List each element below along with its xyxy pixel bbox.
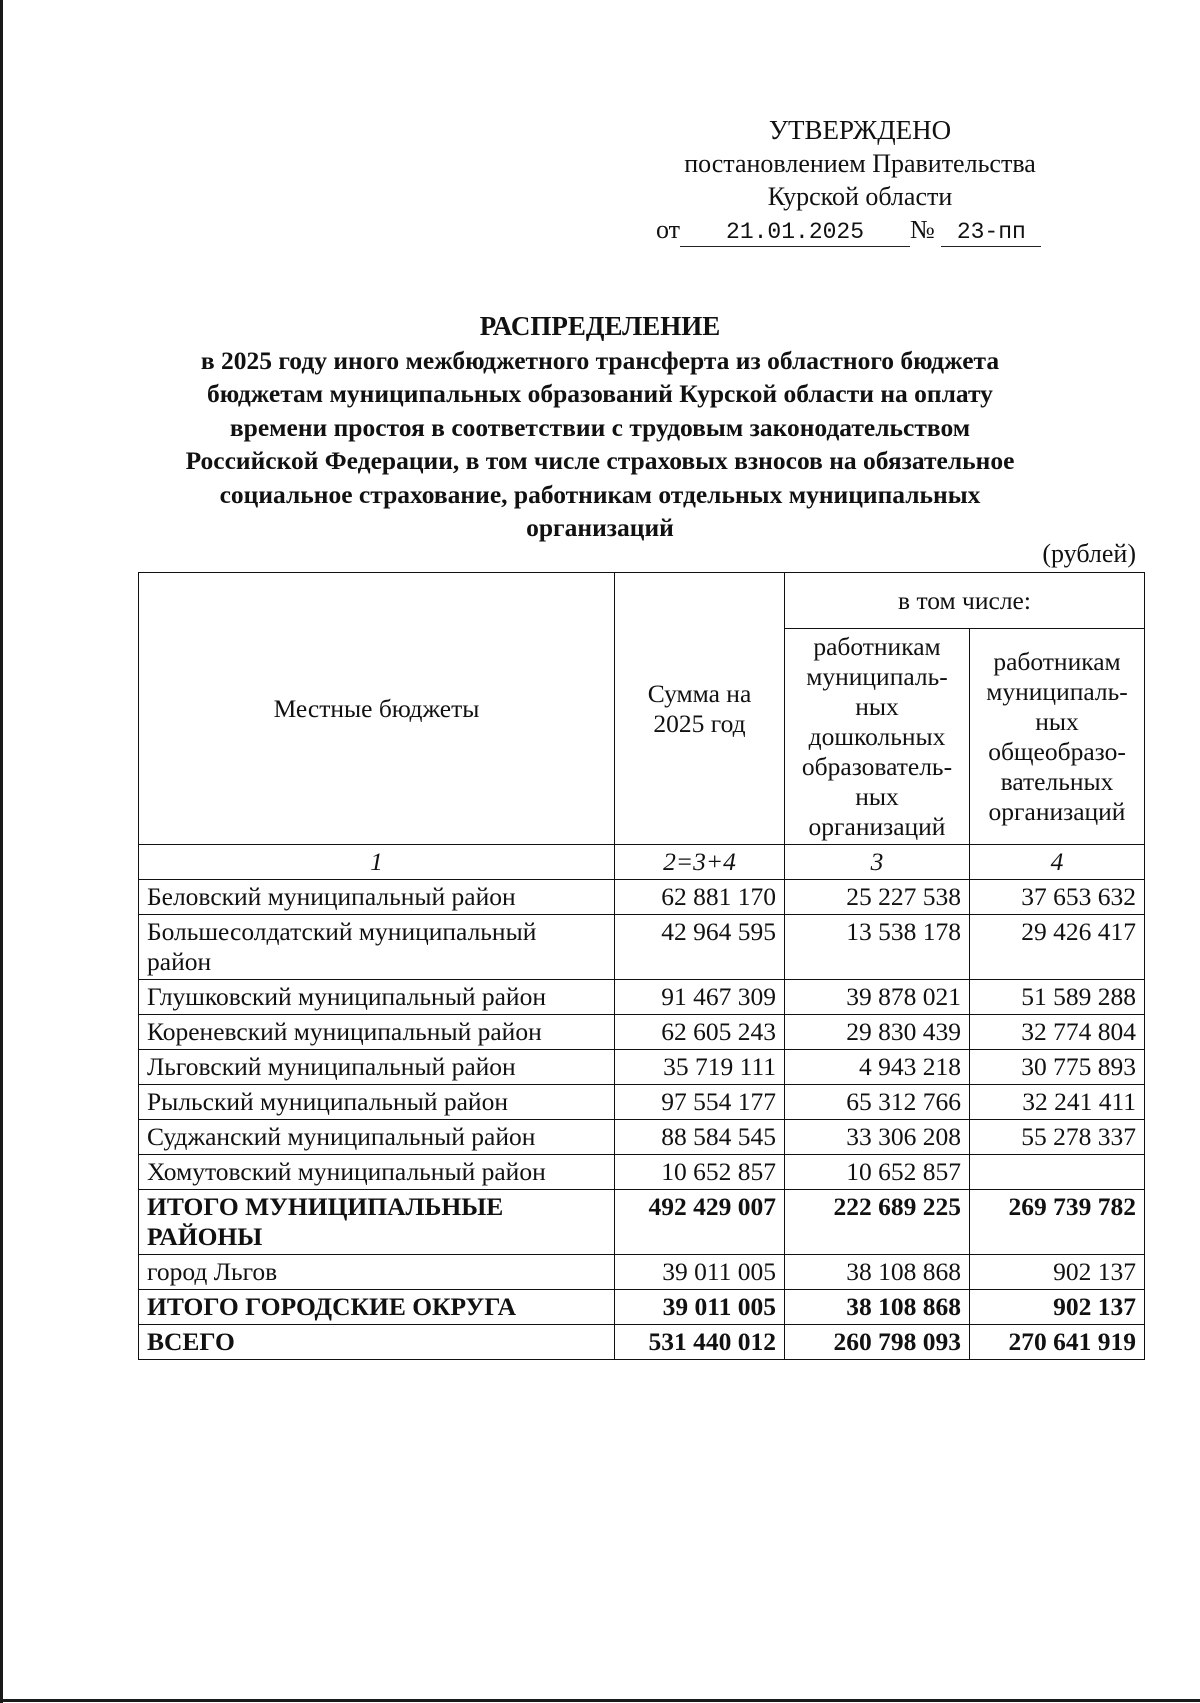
document-title: РАСПРЕДЕЛЕНИЕ [479, 311, 721, 341]
budget-name-cell: Суджанский муниципальный район [139, 1120, 615, 1155]
table-row [139, 1120, 1145, 1155]
sum-2025-cell: 531 440 012 [615, 1325, 785, 1360]
table-row [139, 1015, 1145, 1050]
header-preschool: работникам муниципаль-ных дошкольных образователь-ных организаций [785, 629, 970, 845]
preschool-cell: 39 878 021 [785, 980, 970, 1015]
date-prefix: от [656, 215, 681, 244]
table-row [139, 980, 1145, 1015]
units-label: (рублей) [1042, 539, 1136, 568]
number-prefix: № [910, 215, 935, 244]
column-number: 2=3+4 [615, 845, 785, 880]
preschool-cell: 222 689 225 [785, 1190, 970, 1255]
budget-name-cell: ВСЕГО [139, 1325, 615, 1360]
preschool-cell: 13 538 178 [785, 915, 970, 980]
sum-2025-cell: 42 964 595 [615, 915, 785, 980]
heading-line: в 2025 году иного межбюджетного трансферта из областного бюджета [200, 345, 1000, 375]
scan-edge-left [0, 0, 3, 1703]
budget-name-cell: Рыльский муниципальный район [139, 1085, 615, 1120]
sum-2025-cell: 88 584 545 [615, 1120, 785, 1155]
sum-2025-cell: 62 881 170 [615, 880, 785, 915]
heading-line: социальное страхование, работникам отдельных муниципальных [219, 479, 981, 509]
heading-line: бюджетам муниципальных образований Курской области на оплату [207, 379, 993, 408]
budget-name-cell: Хомутовский муниципальный район [139, 1155, 615, 1190]
document-heading [150, 310, 1050, 545]
approval-date-line [640, 213, 1080, 247]
sum-2025-cell: 492 429 007 [615, 1190, 785, 1255]
budget-name-cell: Большесолдатский муниципальный район [139, 915, 615, 980]
approval-line: Курской области [767, 182, 953, 211]
budget-name-cell: Глушковский муниципальный район [139, 980, 615, 1015]
preschool-cell: 4 943 218 [785, 1050, 970, 1085]
general-education-cell: 902 137 [970, 1290, 1145, 1325]
general-education-cell: 269 739 782 [970, 1190, 1145, 1255]
column-number-row [139, 845, 1145, 880]
budget-name-cell: город Льгов [139, 1255, 615, 1290]
table-row [139, 1325, 1145, 1360]
approval-number: 23-пп [941, 218, 1041, 247]
table-row [139, 1085, 1145, 1120]
preschool-cell: 260 798 093 [785, 1325, 970, 1360]
sum-2025-cell: 91 467 309 [615, 980, 785, 1015]
heading-line: организаций [526, 513, 674, 542]
column-number: 1 [139, 845, 615, 880]
general-education-cell: 32 241 411 [970, 1085, 1145, 1120]
approval-title: УТВЕРЖДЕНО [768, 115, 952, 145]
sum-2025-cell: 39 011 005 [615, 1290, 785, 1325]
preschool-cell: 25 227 538 [785, 880, 970, 915]
table-row [139, 1190, 1145, 1255]
budget-name-cell: Кореневский муниципальный район [139, 1015, 615, 1050]
table-row [139, 1290, 1145, 1325]
sum-2025-cell: 62 605 243 [615, 1015, 785, 1050]
preschool-cell: 29 830 439 [785, 1015, 970, 1050]
preschool-cell: 65 312 766 [785, 1085, 970, 1120]
header-including: в том числе: [785, 573, 1145, 629]
general-education-cell: 37 653 632 [970, 880, 1145, 915]
header-general-education: работникам муниципаль-ных общеобразо-вательных организаций [970, 629, 1145, 845]
sum-2025-cell: 97 554 177 [615, 1085, 785, 1120]
general-education-cell: 29 426 417 [970, 915, 1145, 980]
table-row [139, 1155, 1145, 1190]
general-education-cell: 55 278 337 [970, 1120, 1145, 1155]
preschool-cell: 10 652 857 [785, 1155, 970, 1190]
column-number: 4 [970, 845, 1145, 880]
column-number: 3 [785, 845, 970, 880]
table-row [139, 880, 1145, 915]
sum-2025-cell: 39 011 005 [615, 1255, 785, 1290]
table-row [139, 915, 1145, 980]
general-education-cell: 270 641 919 [970, 1325, 1145, 1360]
table-row [139, 1050, 1145, 1085]
approval-line: постановлением Правительства [684, 149, 1036, 178]
budget-name-cell: Льговский муниципальный район [139, 1050, 615, 1085]
heading-line: Российской Федерации, в том числе страховых взносов на обязательное [185, 446, 1015, 475]
approval-date: 21.01.2025 [680, 218, 910, 247]
header-sum-2025: Сумма на 2025 год [615, 573, 785, 845]
table-row [139, 1255, 1145, 1290]
general-education-cell [970, 1155, 1145, 1190]
scan-edge-bottom [0, 1699, 1200, 1702]
approval-block [640, 114, 1080, 247]
preschool-cell: 33 306 208 [785, 1120, 970, 1155]
distribution-table [138, 572, 1145, 1360]
budget-name-cell: ИТОГО ГОРОДСКИЕ ОКРУГА [139, 1290, 615, 1325]
general-education-cell: 51 589 288 [970, 980, 1145, 1015]
sum-2025-cell: 35 719 111 [615, 1050, 785, 1085]
general-education-cell: 30 775 893 [970, 1050, 1145, 1085]
general-education-cell: 32 774 804 [970, 1015, 1145, 1050]
budget-name-cell: ИТОГО МУНИЦИПАЛЬНЫЕ РАЙОНЫ [139, 1190, 615, 1255]
header-local-budgets: Местные бюджеты [139, 573, 615, 845]
general-education-cell: 902 137 [970, 1255, 1145, 1290]
budget-name-cell: Беловский муниципальный район [139, 880, 615, 915]
preschool-cell: 38 108 868 [785, 1290, 970, 1325]
sum-2025-cell: 10 652 857 [615, 1155, 785, 1190]
preschool-cell: 38 108 868 [785, 1255, 970, 1290]
heading-line: времени простоя в соответствии с трудовым законодательством [229, 412, 971, 442]
